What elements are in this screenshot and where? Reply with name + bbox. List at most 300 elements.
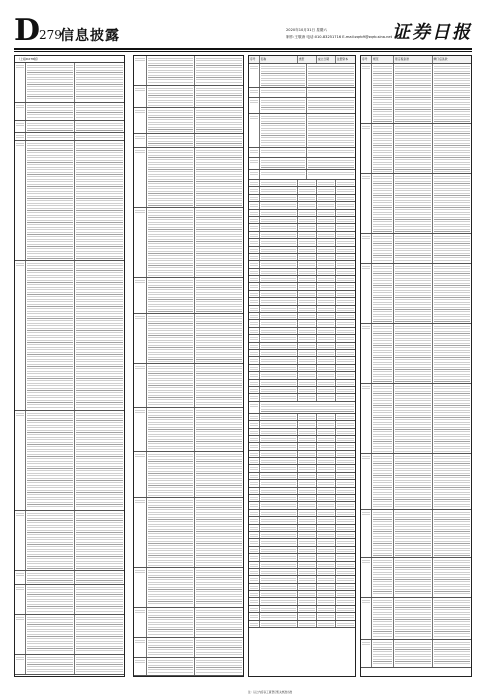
table-row — [15, 121, 124, 133]
table-cell — [317, 421, 336, 427]
text-block — [337, 593, 354, 597]
table-cell — [249, 328, 260, 334]
text-block — [250, 374, 258, 378]
text-block — [299, 467, 315, 471]
table-cell — [336, 254, 355, 260]
table-cell — [433, 454, 472, 509]
table-cell — [75, 141, 124, 260]
table-cell — [298, 584, 317, 590]
table-cell — [75, 585, 124, 614]
table-cell — [394, 510, 433, 557]
table-cell — [317, 613, 336, 619]
table-cell — [260, 613, 298, 619]
text-block — [196, 500, 242, 566]
text-block — [299, 182, 315, 186]
text-block — [250, 116, 258, 121]
text-block — [337, 396, 354, 400]
text-block — [299, 593, 315, 597]
table-row — [15, 103, 124, 121]
text-block — [261, 600, 296, 604]
table-cell — [260, 283, 298, 289]
text-block — [196, 88, 242, 106]
table-row — [249, 202, 355, 209]
table-cell — [249, 335, 260, 341]
text-block — [76, 135, 123, 140]
table-cell — [147, 56, 195, 85]
table-cell — [317, 291, 336, 297]
table-cell — [195, 408, 243, 451]
table-cell — [336, 562, 355, 568]
text-block — [299, 482, 315, 486]
table-cell — [336, 414, 355, 420]
table-cell — [336, 394, 355, 400]
table-cell — [195, 86, 243, 107]
text-block — [261, 234, 296, 238]
table-row — [249, 613, 355, 620]
text-block — [261, 182, 296, 186]
table-row — [249, 458, 355, 465]
table-row — [134, 638, 243, 658]
text-block — [148, 410, 193, 450]
table-cell — [317, 621, 336, 627]
table-cell — [336, 247, 355, 253]
text-block — [250, 467, 258, 471]
table-cell — [336, 525, 355, 531]
text-block — [27, 513, 73, 569]
text-block — [76, 263, 123, 409]
text-block — [148, 316, 193, 362]
table-row — [361, 598, 471, 640]
text-block — [337, 374, 354, 378]
text-block — [299, 519, 315, 523]
table-cell — [317, 414, 336, 420]
table-cell — [147, 314, 195, 363]
table-cell — [298, 451, 317, 457]
table-cell — [249, 532, 260, 538]
text-block — [337, 571, 354, 575]
table-cell — [147, 658, 195, 675]
table-cell — [361, 64, 372, 123]
table-cell — [26, 511, 75, 570]
table-cell — [317, 495, 336, 501]
table-cell — [260, 547, 298, 553]
table-cell — [147, 498, 195, 567]
table-cell — [394, 124, 433, 173]
table-cell — [260, 365, 298, 371]
table-row — [15, 63, 124, 103]
table-cell — [317, 202, 336, 208]
table-cell — [26, 133, 75, 140]
table-cell — [134, 86, 147, 107]
table-cell — [195, 314, 243, 363]
table-cell — [317, 539, 336, 545]
table-cell — [361, 454, 372, 509]
table-cell — [336, 313, 355, 319]
table-cell — [260, 591, 298, 597]
table-cell — [307, 88, 355, 97]
text-block — [299, 226, 315, 230]
table-cell — [298, 195, 317, 201]
text-block — [337, 315, 354, 319]
table-cell — [249, 276, 260, 282]
text-block — [299, 300, 315, 304]
text-block — [148, 500, 193, 566]
table-row — [249, 320, 355, 327]
table-row — [134, 314, 243, 364]
text-block — [27, 413, 73, 509]
table-cell — [317, 269, 336, 275]
text-block — [337, 564, 354, 568]
table-cell — [249, 114, 260, 147]
table-cell — [372, 174, 394, 233]
text-block — [261, 300, 296, 304]
table-cell — [249, 539, 260, 545]
table-cell — [336, 576, 355, 582]
text-block — [299, 382, 315, 386]
text-block — [250, 212, 258, 216]
table-cell — [433, 598, 472, 639]
text-block — [250, 460, 258, 464]
text-block — [261, 359, 296, 363]
text-block — [261, 219, 296, 223]
table-cell — [361, 640, 372, 667]
text-block — [16, 587, 24, 592]
table-cell — [336, 584, 355, 590]
text-block — [135, 366, 145, 371]
table-cell — [298, 480, 317, 486]
table-cell — [195, 452, 243, 497]
table-cell — [75, 103, 124, 120]
table-cell — [317, 488, 336, 494]
text-block — [337, 608, 354, 612]
text-block — [261, 416, 296, 420]
table-cell — [260, 532, 298, 538]
table-row — [249, 569, 355, 576]
text-block — [395, 456, 431, 508]
table-cell — [336, 480, 355, 486]
text-block — [250, 608, 258, 612]
column-4-table — [360, 55, 472, 677]
text-block — [250, 278, 258, 282]
table-row — [361, 558, 471, 598]
header-rule-thin — [14, 51, 472, 52]
text-block — [362, 560, 370, 565]
table-cell — [361, 174, 372, 233]
text-block — [250, 571, 258, 575]
table-cell — [249, 343, 260, 349]
table-cell — [317, 335, 336, 341]
table-cell — [336, 502, 355, 508]
text-block — [261, 212, 296, 216]
table-cell — [249, 525, 260, 531]
text-block — [250, 322, 258, 326]
section-letter: D — [14, 13, 41, 48]
articles-table-header — [361, 56, 471, 64]
table-cell — [298, 269, 317, 275]
table-cell — [260, 517, 298, 523]
text-block — [135, 570, 145, 575]
text-block — [250, 445, 258, 449]
text-block — [135, 410, 145, 415]
text-block — [261, 396, 296, 400]
table-row — [361, 510, 471, 558]
table-cell — [361, 124, 372, 173]
table-cell — [317, 502, 336, 508]
text-block — [76, 617, 123, 653]
table-cell — [336, 187, 355, 193]
table-cell — [317, 232, 336, 238]
table-cell — [317, 525, 336, 531]
text-block — [261, 285, 296, 289]
table-cell — [433, 640, 472, 667]
table-cell — [260, 576, 298, 582]
text-block — [250, 600, 258, 604]
text-block — [135, 660, 145, 665]
table-cell — [307, 114, 355, 147]
text-block — [299, 278, 315, 282]
table-cell — [336, 320, 355, 326]
table-cell — [372, 64, 394, 123]
text-block — [373, 126, 392, 172]
table-cell — [298, 394, 317, 400]
table-row — [15, 615, 124, 655]
table-cell — [249, 495, 260, 501]
text-block — [261, 549, 296, 553]
text-block — [362, 512, 370, 517]
text-block — [308, 90, 354, 95]
table-cell — [372, 454, 394, 509]
table-cell — [260, 539, 298, 545]
table-cell — [298, 180, 317, 186]
table-cell — [298, 283, 317, 289]
table-cell — [249, 488, 260, 494]
text-block — [27, 105, 73, 119]
text-block — [434, 642, 471, 666]
table-row — [249, 298, 355, 305]
table-cell — [433, 124, 472, 173]
text-block — [261, 615, 296, 619]
header-cell-original: 原章程条款 — [394, 56, 433, 63]
text-block — [261, 263, 296, 267]
text-block — [148, 280, 193, 312]
table-row — [361, 124, 471, 174]
text-block — [395, 560, 431, 596]
text-block — [337, 278, 354, 282]
text-block — [299, 600, 315, 604]
table-cell — [336, 283, 355, 289]
table-cell — [317, 210, 336, 216]
text-block — [261, 497, 296, 501]
text-block — [250, 197, 258, 201]
table-cell — [336, 429, 355, 435]
table-cell — [260, 510, 298, 516]
table-row — [249, 148, 355, 158]
text-block — [16, 65, 24, 70]
table-row — [249, 328, 355, 335]
table-cell — [249, 350, 260, 356]
table-cell — [260, 232, 298, 238]
table-cell — [336, 365, 355, 371]
text-block — [318, 564, 334, 568]
table-cell — [260, 187, 298, 193]
table-row — [249, 465, 355, 472]
table-cell — [298, 276, 317, 282]
table-cell — [195, 364, 243, 407]
table-cell — [195, 498, 243, 567]
text-block — [250, 382, 258, 386]
text-block — [299, 396, 315, 400]
table-cell — [134, 568, 147, 607]
table-cell — [336, 510, 355, 516]
text-block — [337, 527, 354, 531]
table-row — [361, 324, 471, 384]
text-block — [16, 105, 24, 110]
text-block — [337, 431, 354, 435]
text-block — [337, 389, 354, 393]
text-block — [250, 534, 258, 538]
table-cell — [249, 510, 260, 516]
table-cell — [336, 569, 355, 575]
table-cell — [298, 328, 317, 334]
table-cell — [394, 64, 433, 123]
table-cell — [249, 380, 260, 386]
table-cell — [75, 655, 124, 674]
table-cell — [260, 306, 298, 312]
text-block — [261, 367, 296, 371]
table-cell — [317, 187, 336, 193]
header-cell-seq: 序号 — [361, 56, 372, 63]
text-block — [261, 482, 296, 486]
table-cell — [394, 264, 433, 323]
text-block — [299, 256, 315, 260]
table-row — [249, 606, 355, 613]
text-block — [148, 88, 193, 106]
table-cell — [317, 239, 336, 245]
table-cell — [317, 372, 336, 378]
table-cell — [260, 421, 298, 427]
table-cell — [147, 638, 195, 657]
table-cell — [298, 298, 317, 304]
text-block — [16, 263, 24, 268]
text-block — [250, 527, 258, 531]
text-block — [318, 467, 334, 471]
text-block — [318, 322, 334, 326]
text-block — [337, 504, 354, 508]
table-cell — [336, 350, 355, 356]
table-cell — [298, 217, 317, 223]
text-block — [299, 249, 315, 253]
text-block — [250, 497, 258, 501]
text-block — [299, 212, 315, 216]
table-cell — [394, 598, 433, 639]
table-row — [249, 365, 355, 372]
text-block — [337, 182, 354, 186]
text-block — [299, 271, 315, 275]
table-cell — [317, 394, 336, 400]
table-cell — [249, 357, 260, 363]
table-row — [249, 510, 355, 517]
text-block — [196, 660, 242, 674]
table-cell — [26, 655, 75, 674]
table-cell — [336, 539, 355, 545]
text-block — [308, 116, 354, 146]
table-cell — [26, 571, 75, 584]
table-cell — [15, 615, 26, 654]
table-cell — [298, 554, 317, 560]
text-block — [250, 182, 258, 186]
text-block — [337, 453, 354, 457]
table-cell — [147, 364, 195, 407]
text-block — [318, 416, 334, 420]
table-row — [134, 208, 243, 278]
text-block — [337, 586, 354, 590]
table-cell — [372, 598, 394, 639]
text-block — [299, 564, 315, 568]
table-cell — [298, 613, 317, 619]
table-cell — [134, 658, 147, 675]
table-cell — [249, 283, 260, 289]
text-block — [337, 197, 354, 201]
text-block — [148, 136, 193, 146]
text-block — [318, 256, 334, 260]
text-block — [318, 330, 334, 334]
text-block — [318, 453, 334, 457]
text-block — [261, 475, 296, 479]
table-row — [249, 88, 355, 98]
table-cell — [298, 187, 317, 193]
text-block — [337, 322, 354, 326]
text-block — [434, 512, 471, 556]
table-row — [134, 452, 243, 498]
table-cell — [249, 239, 260, 245]
table-cell — [249, 584, 260, 590]
table-cell — [336, 224, 355, 230]
table-cell — [260, 584, 298, 590]
text-block — [196, 136, 242, 146]
text-block — [318, 337, 334, 341]
table-cell — [298, 576, 317, 582]
text-block — [250, 431, 258, 435]
table-row — [15, 655, 124, 675]
text-block — [135, 280, 145, 285]
table-cell — [317, 562, 336, 568]
text-block — [261, 241, 296, 245]
table-cell — [15, 585, 26, 614]
table-cell — [433, 324, 472, 383]
text-block — [250, 219, 258, 223]
table-row — [134, 658, 243, 676]
text-block — [261, 490, 296, 494]
table-cell — [260, 414, 298, 420]
text-block — [299, 475, 315, 479]
table-row — [134, 134, 243, 148]
text-block — [337, 490, 354, 494]
table-cell — [249, 613, 260, 619]
table-cell — [147, 568, 195, 607]
table-cell — [26, 63, 75, 102]
table-cell — [249, 591, 260, 597]
table-row — [249, 357, 355, 364]
table-cell — [75, 615, 124, 654]
table-cell — [260, 88, 308, 97]
text-block — [362, 176, 370, 181]
table-row — [15, 585, 124, 615]
text-block — [250, 593, 258, 597]
table-row — [249, 451, 355, 458]
subsidiary-table-header — [249, 56, 355, 64]
table-cell — [394, 234, 433, 263]
table-cell — [195, 278, 243, 313]
